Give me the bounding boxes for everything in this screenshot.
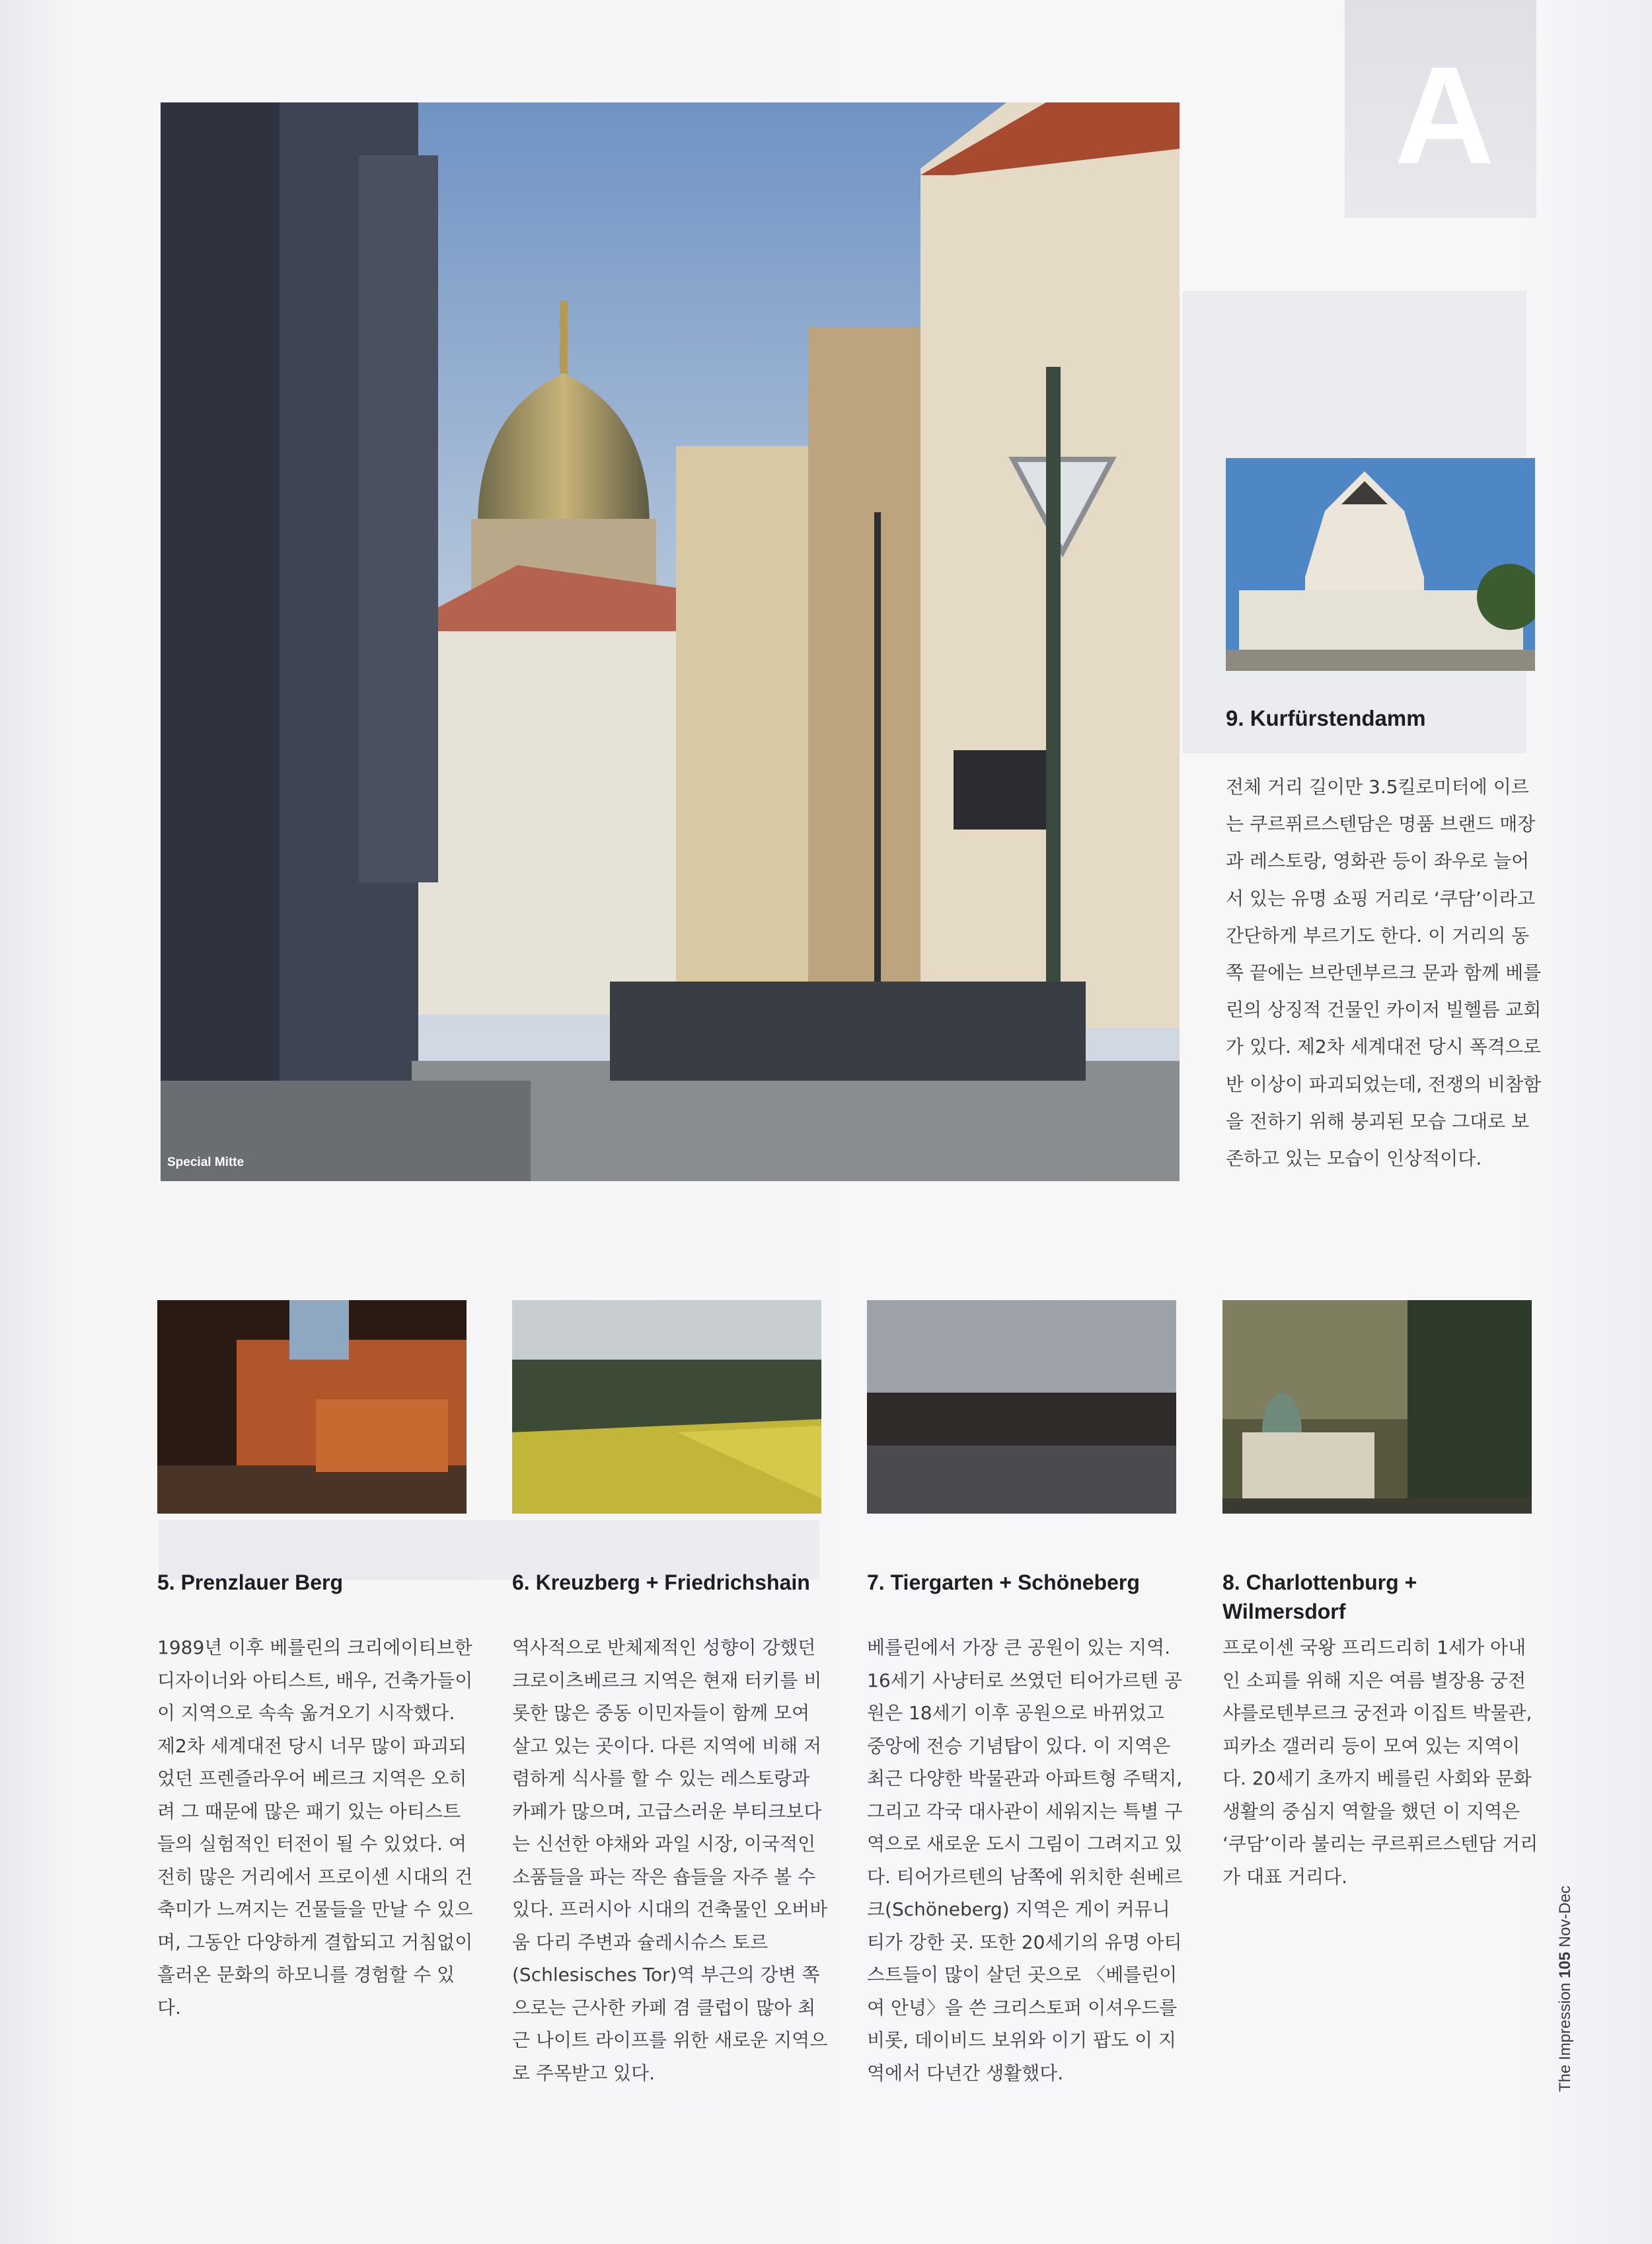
section-body-tiergarten: 베를린에서 가장 큰 공원이 있는 지역. 16세기 사냥터로 쓰였던 티어가르텐 공원은 18세기 이후 공원으로 바뀌었고 중앙에 전승 기념탑이 있다. 이 지역은 최근 다양한 박물관과 아파트형 주택지, 그리고 각국 대사관이 세워지는 특별 구역으로 새로운 도시 그림이 그려지고 있다. 티어가르텐의 남쪽에 위치한 쇤베르크(Schöneberg) 지역은 게이 커뮤니티가 강한 곳. 또한 20세기의 유명 아티스트들이 많이 살던 곳으로 〈베를린이여 안녕〉을 쓴 크리스토퍼 이셔우드를 비롯, 데이비드 보위와 이기 팝도 이 지역에서 다년간 생활했다. xyxy=(867,1637,1183,2084)
section-body-charlottenburg: 프로이센 국왕 프리드리히 1세가 아내인 소피를 위해 지은 여름 별장용 궁전 샤를로텐부르크 궁전과 이집트 박물관, 피카소 갤러리 등이 모여 있는 지역이다. 20세기 초까지 베를린 사회와 문화 생활의 중심지 역할을 했던 이 지역은 ‘쿠담’이라 불리는 쿠르퓌르스텐담 거리가 대표 거리다. xyxy=(1222,1637,1538,1888)
charlottenburg-photo xyxy=(1222,1300,1532,1514)
section-body-prenzlauer-berg: 1989년 이후 베를린의 크리에이티브한 디자이너와 아티스트, 배우, 건축가들이 이 지역으로 속속 옮겨오기 시작했다. 제2차 세계대전 당시 너무 많이 파괴되었던 프렌즐라우어 베르크 지역은 오히려 그 때문에 많은 패기 있는 아티스트들의 실험적인 터전이 될 수 있었다. 여전히 많은 거리에서 프로이센 시대의 건축미가 느껴지는 건물들을 만날 수 있으며, 그동안 다양하게 결합되고 거침없이 흘러온 문화의 하모니를 경험할 수 있다. xyxy=(157,1637,473,2019)
section-letter: A xyxy=(1394,38,1495,193)
page-folio xyxy=(1556,1886,1575,2092)
section-title-charlottenburg: 8. Charlottenburg + Wilmersdorf xyxy=(1222,1570,1417,1623)
section-body-kreuzberg: 역사적으로 반체제적인 성향이 강했던 크로이츠베르크 지역은 현재 터키를 비롯한 많은 중동 이민자들이 함께 모여 살고 있는 곳이다. 다른 지역에 비해 저렴하게 식사를 할 수 있는 레스토랑과 카페가 많으며, 고급스러운 부티크보다는 신선한 야채와 과일 시장, 이국적인 소품들을 파는 작은 숍들을 자주 볼 수 있다. 프러시아 시대의 건축물인 오버바움 다리 주변과 슐레시슈스 토르(Schlesisches Tor)역 부근의 강변 쪽으로는 근사한 카페 겸 클럽이 많아 최근 나이트 라이프를 위한 새로운 지역으로 주목받고 있다. xyxy=(512,1637,828,2084)
folio-page-number: 105 xyxy=(1556,1951,1574,1978)
main-photo-caption: Special Mitte xyxy=(167,1155,244,1169)
kreuzberg-photo xyxy=(512,1300,821,1514)
section-title-kreuzberg: 6. Kreuzberg + Friedrichshain xyxy=(512,1570,810,1594)
kurfurstendamm-body: 전체 거리 길이만 3.5킬로미터에 이르는 쿠르퓌르스텐담은 명품 브랜드 매장과 레스토랑, 영화관 등이 좌우로 늘어서 있는 유명 쇼핑 거리로 ‘쿠담’이라고 간단하게 부르기도 한다. 이 거리의 동쪽 끝에는 브란덴부르크 문과 함께 베를린의 상징적 건물인 카이저 빌헬름 교회가 있다. 제2차 세계대전 당시 폭격으로 반 이상이 파괴되었는데, 전쟁의 비참함을 전하기 위해 붕괴된 모습 그대로 보존하고 있는 모습이 인상적이다. xyxy=(1226,776,1542,1170)
folio-magazine: The Impression xyxy=(1556,1982,1574,2092)
kurfurstendamm-title: 9. Kurfürstendamm xyxy=(1226,706,1426,730)
kurfurstendamm-photo xyxy=(1226,458,1535,671)
section-title-prenzlauer-berg: 5. Prenzlauer Berg xyxy=(157,1570,343,1594)
tiergarten-photo xyxy=(867,1300,1176,1514)
prenzlauer-berg-photo xyxy=(157,1300,467,1514)
folio-issue: Nov-Dec xyxy=(1556,1885,1574,1948)
section-title-tiergarten: 7. Tiergarten + Schöneberg xyxy=(867,1570,1140,1594)
main-street-photo xyxy=(161,102,1180,1181)
